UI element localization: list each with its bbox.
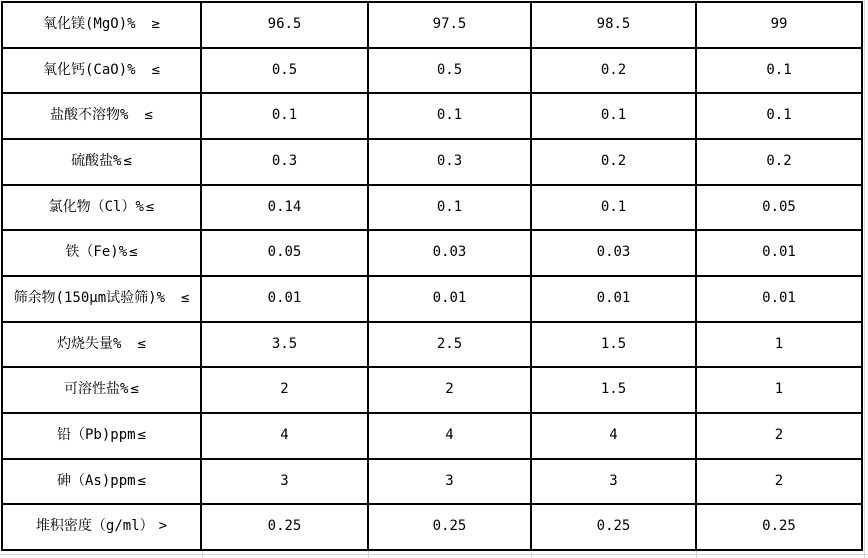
spec-value: 1 (696, 367, 862, 413)
spec-value: 0.1 (696, 48, 862, 94)
spec-value: 0.14 (201, 185, 368, 231)
spec-value: 0.3 (201, 139, 368, 185)
table-row (2, 276, 862, 322)
faint-gridline-right (864, 0, 865, 558)
spec-value: 98.5 (531, 2, 696, 48)
spec-label: 筛余物(150μm试验筛)% (13, 290, 165, 307)
spec-value: 0.01 (201, 276, 368, 322)
spec-value: 0.1 (531, 93, 696, 139)
spec-label-cell (2, 48, 201, 94)
faint-gridline-stub (531, 551, 532, 558)
spec-value: 0.03 (368, 230, 531, 276)
spec-label-cell (2, 459, 201, 505)
spec-label-cell (2, 139, 201, 185)
spec-label-cell (2, 93, 201, 139)
spec-value: 0.5 (368, 48, 531, 94)
spec-value: 1.5 (531, 322, 696, 368)
spec-value: 97.5 (368, 2, 531, 48)
spec-label-cell (2, 230, 201, 276)
spec-label: 堆积密度（g/ml） (35, 518, 154, 535)
spec-label: 铅（Pb)ppm (56, 426, 136, 443)
spec-value: 0.2 (531, 48, 696, 94)
spec-label-cell (2, 185, 201, 231)
spec-value: 0.01 (696, 276, 862, 322)
spec-value: 4 (531, 413, 696, 459)
spec-label: 氯化物（Cl）% (48, 198, 144, 215)
comparison-operator: ≤ (137, 335, 146, 352)
spec-value: 2.5 (368, 322, 531, 368)
spec-label: 硫酸盐% (71, 153, 122, 170)
spec-value: 99 (696, 2, 862, 48)
faint-gridline-bottom (0, 554, 868, 555)
comparison-operator: ≤ (137, 472, 146, 489)
table-row (2, 93, 862, 139)
comparison-operator: ≤ (144, 107, 153, 124)
spec-value: 0.01 (531, 276, 696, 322)
comparison-operator: ≤ (130, 381, 139, 398)
spec-value: 0.05 (201, 230, 368, 276)
table-row (2, 322, 862, 368)
spec-label: 氧化钙(CaO)% (42, 61, 136, 78)
comparison-operator: ≤ (151, 61, 160, 78)
spec-value: 0.1 (696, 93, 862, 139)
spec-value: 4 (201, 413, 368, 459)
table-row (2, 413, 862, 459)
comparison-operator: ≤ (123, 153, 132, 170)
spec-value: 0.25 (368, 504, 531, 550)
table-row (2, 367, 862, 413)
spec-value: 0.3 (368, 139, 531, 185)
comparison-operator: ≤ (137, 426, 146, 443)
comparison-operator: ≤ (129, 244, 138, 261)
spec-value: 3 (368, 459, 531, 505)
spec-value: 0.1 (368, 93, 531, 139)
spec-label-cell (2, 413, 201, 459)
spec-value: 1 (696, 322, 862, 368)
faint-gridline-stub (368, 551, 369, 558)
spec-label: 可溶性盐% (64, 381, 129, 398)
spec-value: 1.5 (531, 367, 696, 413)
spec-value: 0.1 (531, 185, 696, 231)
spec-table (1, 1, 863, 551)
spec-label-cell (2, 322, 201, 368)
table-row (2, 504, 862, 550)
table-row (2, 139, 862, 185)
comparison-operator: ≤ (145, 198, 155, 215)
spec-value: 0.1 (368, 185, 531, 231)
spec-value: 2 (696, 459, 862, 505)
spec-value: 0.01 (368, 276, 531, 322)
spec-label: 氧化镁(MgO)% (42, 16, 136, 33)
spec-label-cell (2, 276, 201, 322)
faint-gridline-stub (696, 551, 697, 558)
spec-label: 盐酸不溶物% (50, 107, 129, 124)
comparison-operator: ≤ (181, 290, 190, 307)
comparison-operator: > (158, 518, 168, 535)
table-row (2, 48, 862, 94)
table-row (2, 459, 862, 505)
table-row (2, 2, 862, 48)
spec-label-cell (2, 504, 201, 550)
spec-value: 0.01 (696, 230, 862, 276)
spec-label: 灼烧失量% (57, 335, 122, 352)
spec-value: 0.03 (531, 230, 696, 276)
spec-value: 0.2 (696, 139, 862, 185)
spec-value: 2 (696, 413, 862, 459)
table-row (2, 230, 862, 276)
spec-value: 0.2 (531, 139, 696, 185)
spec-label: 铁（Fe)% (65, 244, 128, 261)
spec-value: 2 (201, 367, 368, 413)
spec-label-cell (2, 367, 201, 413)
spec-value: 3 (201, 459, 368, 505)
comparison-operator: ≥ (151, 16, 160, 33)
spec-value: 0.5 (201, 48, 368, 94)
spec-value: 0.25 (696, 504, 862, 550)
spec-label: 砷（As)ppm (56, 472, 136, 489)
spec-value: 0.05 (696, 185, 862, 231)
spec-value: 3.5 (201, 322, 368, 368)
spec-value: 4 (368, 413, 531, 459)
spec-value: 2 (368, 367, 531, 413)
spec-value: 0.25 (531, 504, 696, 550)
spec-value: 96.5 (201, 2, 368, 48)
spec-value: 3 (531, 459, 696, 505)
table-row (2, 185, 862, 231)
faint-gridline-stub (202, 551, 203, 558)
spec-value: 0.1 (201, 93, 368, 139)
spec-label-cell (2, 2, 201, 48)
spec-value: 0.25 (201, 504, 368, 550)
